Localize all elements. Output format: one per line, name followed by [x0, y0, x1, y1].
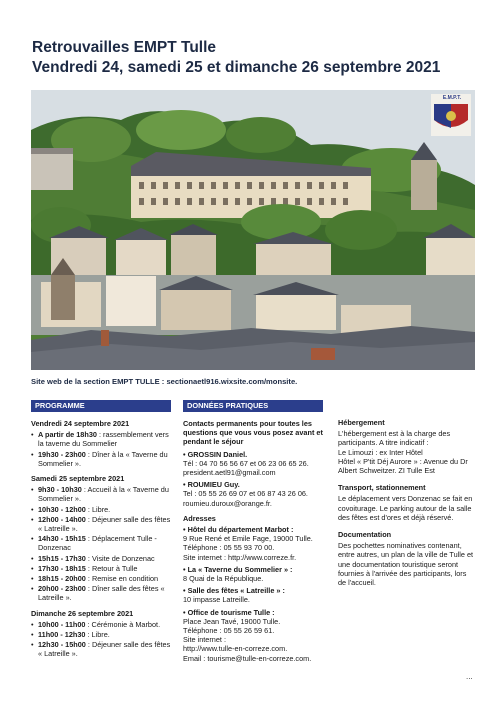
schedule-item	[31, 620, 171, 629]
address-line: Email : tourisme@tulle-en-correze.com.	[183, 653, 312, 663]
day-schedule	[31, 620, 171, 659]
address-line: Téléphone : 05 55 26 59 61.	[183, 626, 275, 636]
day-schedule	[31, 485, 171, 602]
document-title	[32, 38, 482, 78]
contacts-intro: Contacts permanents pour toutes les questions que vous vous posez avant et pendant le séjour	[183, 419, 323, 447]
schedule-item	[31, 554, 171, 563]
schedule-time: 17h30 - 18h15	[38, 563, 86, 573]
practical-info-heading: DONNÉES PRATIQUES	[183, 400, 323, 412]
address-line: Place Jean Tavé, 19000 Tulle.	[183, 616, 281, 626]
lodging-heading: Hébergement	[338, 418, 385, 427]
schedule-time: 20h00 - 23h00	[38, 584, 86, 594]
schedule-text: : Remise en condition	[85, 574, 159, 584]
practical-info-column	[183, 400, 323, 666]
lodging-column	[338, 400, 475, 587]
address-entry	[183, 586, 323, 604]
schedule-time: 10h00 - 11h00	[38, 619, 86, 629]
lodging-text	[338, 429, 475, 475]
address-name: • Office de tourisme Tulle :	[183, 607, 275, 617]
contact-detail: president.aetl91@gmail.com	[183, 468, 276, 478]
schedule-item	[31, 640, 171, 658]
schedule-item	[31, 430, 171, 448]
contact-name: • GROSSIN Daniel.	[183, 449, 248, 459]
schedule-time: 18h15 - 20h00	[38, 574, 86, 584]
schedule-text: : Visite de Donzenac	[85, 553, 155, 563]
schedule-text: : rassemblement vers la taverne du Sommelier	[38, 430, 169, 449]
contact-detail: Tel : 05 55 26 69 07 et 06 87 43 26 06.	[183, 489, 308, 499]
address-name: • La « Taverne du Sommelier » :	[183, 564, 293, 574]
day-schedule	[31, 430, 171, 468]
address-line: Site internet :	[183, 635, 226, 645]
schedule-time: 12h30 - 15h00	[38, 640, 86, 650]
day-heading: Vendredi 24 septembre 2021	[31, 419, 130, 428]
schedule-item	[31, 450, 171, 468]
schedule-item	[31, 630, 171, 639]
schedule-item	[31, 574, 171, 583]
address-line: 8 Quai de la République.	[183, 574, 264, 584]
contact-detail: roumieu.duroux@orange.fr.	[183, 498, 272, 508]
contact-entry	[183, 450, 323, 478]
transport-line: Le déplacement vers Donzenac se fait en covoiturage. Le parking autour de la salle des fêtes est d'ores et déjà réservé.	[338, 494, 473, 522]
schedule-item	[31, 584, 171, 602]
programme-column	[31, 400, 171, 660]
address-entry	[183, 608, 323, 663]
address-name: • Hôtel du département Marbot :	[183, 525, 294, 535]
schedule-time: 10h30 - 12h00	[38, 504, 86, 514]
address-line: Téléphone : 05 55 93 70 00.	[183, 543, 275, 553]
lodging-line: Le Limouzi : ex Inter Hôtel	[338, 447, 423, 457]
address-entry	[183, 525, 323, 562]
lodging-line: L'hébergement est à la charge des participants. A titre indicatif :	[338, 429, 451, 448]
documentation-line: Des pochettes nominatives contenant, entre autres, un plan de la ville de Tulle et une documentation touristique seront fournies à l'arrivée des participants, lors de l'accueil.	[338, 541, 474, 588]
transport-text	[338, 494, 475, 522]
tulle-town-photo	[31, 90, 475, 370]
schedule-time: 15h15 - 17h30	[38, 553, 86, 563]
continuation-dots: ...	[466, 672, 473, 681]
documentation-text	[338, 541, 475, 587]
contact-detail: Tél : 04 70 56 56 67 et 06 23 06 65 26.	[183, 458, 309, 468]
crest-lettering: E.M.P.T.	[442, 95, 462, 101]
schedule-time: 14h30 - 15h15	[38, 534, 86, 544]
contact-entry	[183, 480, 323, 508]
schedule-text: : Accueil à la « Taverne du Sommelier ».	[38, 485, 169, 504]
day-heading: Samedi 25 septembre 2021	[31, 474, 125, 484]
schedule-text: : Libre.	[85, 504, 111, 514]
contact-name: • ROUMIEU Guy.	[183, 480, 240, 490]
address-name: • Salle des fêtes « Latreille » :	[183, 586, 285, 596]
schedule-item	[31, 534, 171, 552]
schedule-time: 19h30 - 23h00	[38, 449, 86, 459]
addresses-heading: Adresses	[183, 513, 216, 523]
section-website: Site web de la section EMPT TULLE : sectionaetl916.wixsite.com/monsite.	[31, 377, 298, 386]
schedule-text: : Libre.	[85, 630, 110, 640]
documentation-heading: Documentation	[338, 530, 392, 540]
schedule-text: : Dîner salle des fêtes « Latreille ».	[38, 584, 165, 603]
transport-heading: Transport, stationnement	[338, 483, 426, 493]
address-line: 10 impasse Latreille.	[183, 595, 250, 605]
schedule-item	[31, 505, 171, 514]
schedule-time: 12h00 - 14h00	[38, 514, 86, 524]
schedule-time: A partir de 18h30	[38, 430, 97, 440]
address-line: 9 Rue René et Emile Fage, 19000 Tulle.	[183, 534, 313, 544]
lodging-line: Hôtel « P'tit Déj Aurore » : Avenue du Dr Albert Schweitzer. ZI Tulle Est	[338, 456, 468, 476]
schedule-text: : Dîner à la « Taverne du Sommelier ».	[38, 449, 168, 468]
title-line-1: Retrouvailles EMPT Tulle	[32, 39, 217, 56]
schedule-text: : Retour à Tulle	[85, 563, 138, 573]
programme-heading: PROGRAMME	[31, 400, 171, 412]
schedule-item	[31, 515, 171, 533]
schedule-time: 9h30 - 10h30	[38, 485, 82, 495]
schedule-text: : Déjeuner salle des fêtes « Latreille ».	[38, 640, 171, 659]
address-line: Site internet : http://www.correze.fr.	[183, 552, 297, 562]
title-line-2: Vendredi 24, samedi 25 et dimanche 26 septembre 2021	[32, 59, 441, 76]
addresses-list	[183, 525, 323, 663]
schedule-text: : Cérémonie à Marbot.	[85, 619, 161, 629]
programme-days	[31, 419, 171, 659]
schedule-item	[31, 485, 171, 503]
address-entry	[183, 565, 323, 583]
schedule-text: : Déplacement Tulle - Donzenac	[38, 534, 157, 553]
address-line: http://www.tulle-en-correze.com.	[183, 644, 288, 654]
contacts-list	[183, 450, 323, 508]
schedule-text: : Déjeuner salle des fêtes « Latreille ».	[38, 514, 171, 534]
schedule-time: 11h00 - 12h30	[38, 630, 86, 640]
schedule-item	[31, 564, 171, 573]
day-heading: Dimanche 26 septembre 2021	[31, 608, 134, 618]
